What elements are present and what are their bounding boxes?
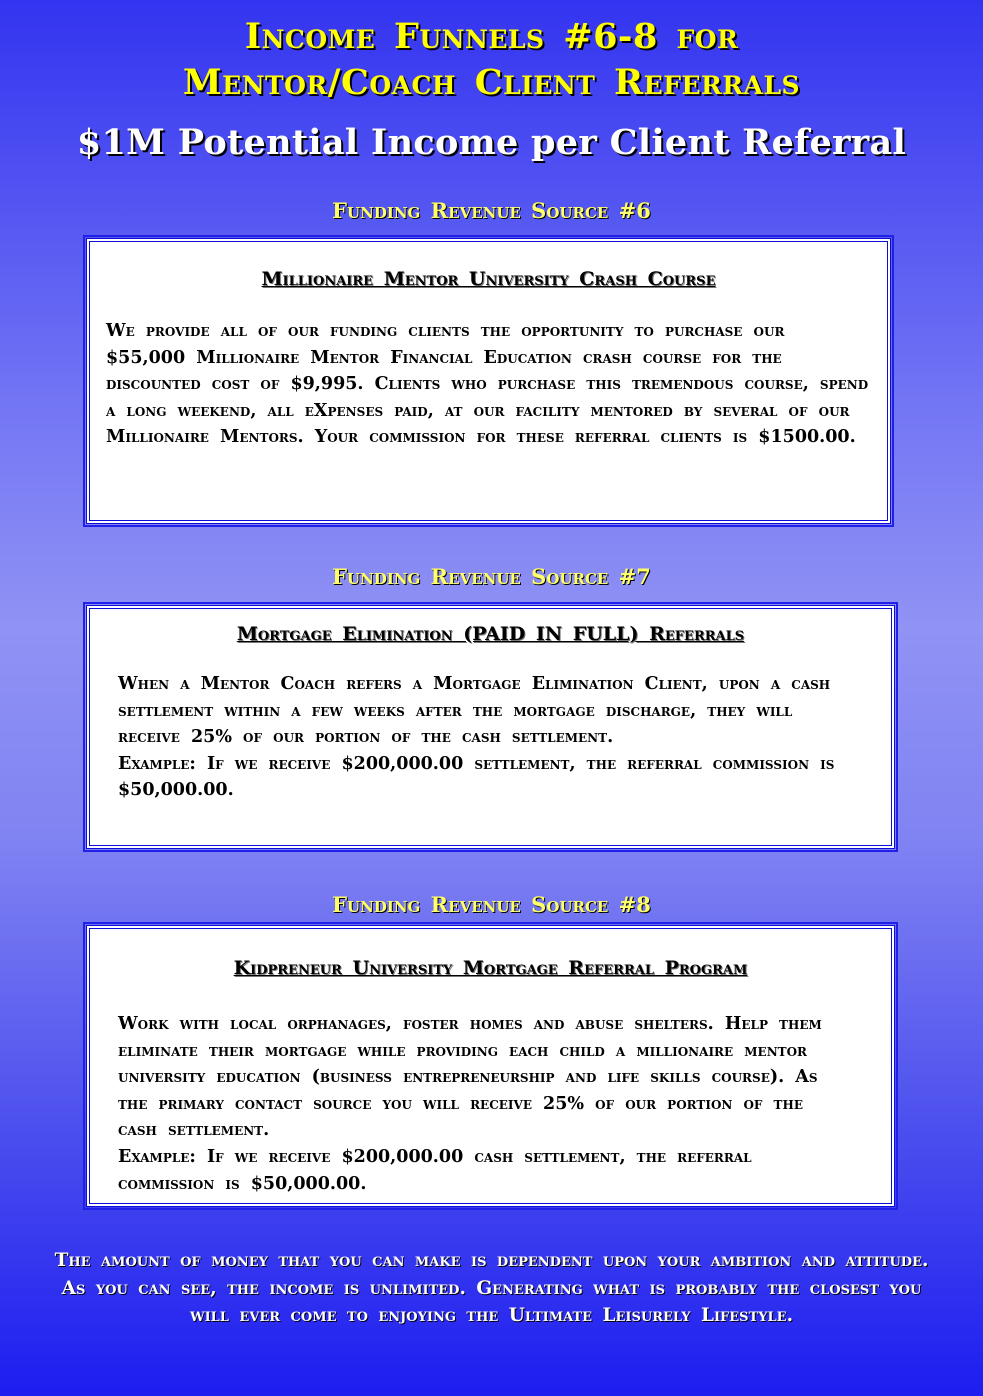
source-6-title: Millionaire Mentor University Crash Course (261, 268, 716, 290)
source-6-box (86, 238, 891, 524)
source-8-body (118, 1011, 851, 1197)
source-7-label: Funding Revenue Source #7 (332, 564, 651, 589)
source-7-title: Mortgage Elimination (PAID IN FULL) Referrals (236, 623, 745, 645)
source-6-paragraph: We provide all of our funding clients the opportunity to purchase our $55,000 Millionaire Mentor Financial Education crash course for the discounted cost of $9,995. Clients who purchase this tremendous course, spend a long weekend, all eXpenses paid, at our facility mentored by several of our Millionaire Mentors. Your commission for these referral clients is $1500.00. (106, 321, 869, 448)
source-8-box (86, 925, 895, 1207)
page-title-line1: Income Funnels #6-8 for (244, 16, 739, 57)
source-7-example: Example: If we receive $200,000.00 settlement, the referral commission is $50,000.00. (118, 753, 835, 801)
source-7-box (86, 605, 895, 849)
source-7-paragraph: When a Mentor Coach refers a Mortgage Elimination Client, upon a cash settlement within a few weeks after the mortgage discharge, they will receive 25% of our portion of the cash settlement. (118, 674, 831, 748)
footer-text: The amount of money that you can make is dependent upon your ambition and attitude. As you can see, the income is unlimited. Generating what is probably the closest you will ever come to enjoying the Ultimate Leisurely Lifestyle. (54, 1250, 929, 1326)
source-6-body (106, 318, 871, 451)
source-8-label: Funding Revenue Source #8 (332, 892, 651, 917)
source-8-example: Example: If we receive $200,000.00 cash settlement, the referral commission is $50,000.00. (118, 1146, 752, 1194)
page-title-line2: Mentor/Coach Client Referrals (182, 62, 801, 103)
page-subtitle: $1M Potential Income per Client Referral (76, 122, 907, 163)
source-6-label: Funding Revenue Source #6 (332, 198, 651, 223)
source-8-paragraph: Work with local orphanages, foster homes and abuse shelters. Help them eliminate their mortgage while providing each child a millionaire mentor university education (business entrepreneurship and life skills course). As the primary contact source you will receive 25% of our portion of the cash settlement. (118, 1014, 822, 1141)
source-8-title: Kidpreneur University Mortgage Referral Program (233, 957, 748, 979)
source-7-body (118, 671, 851, 804)
